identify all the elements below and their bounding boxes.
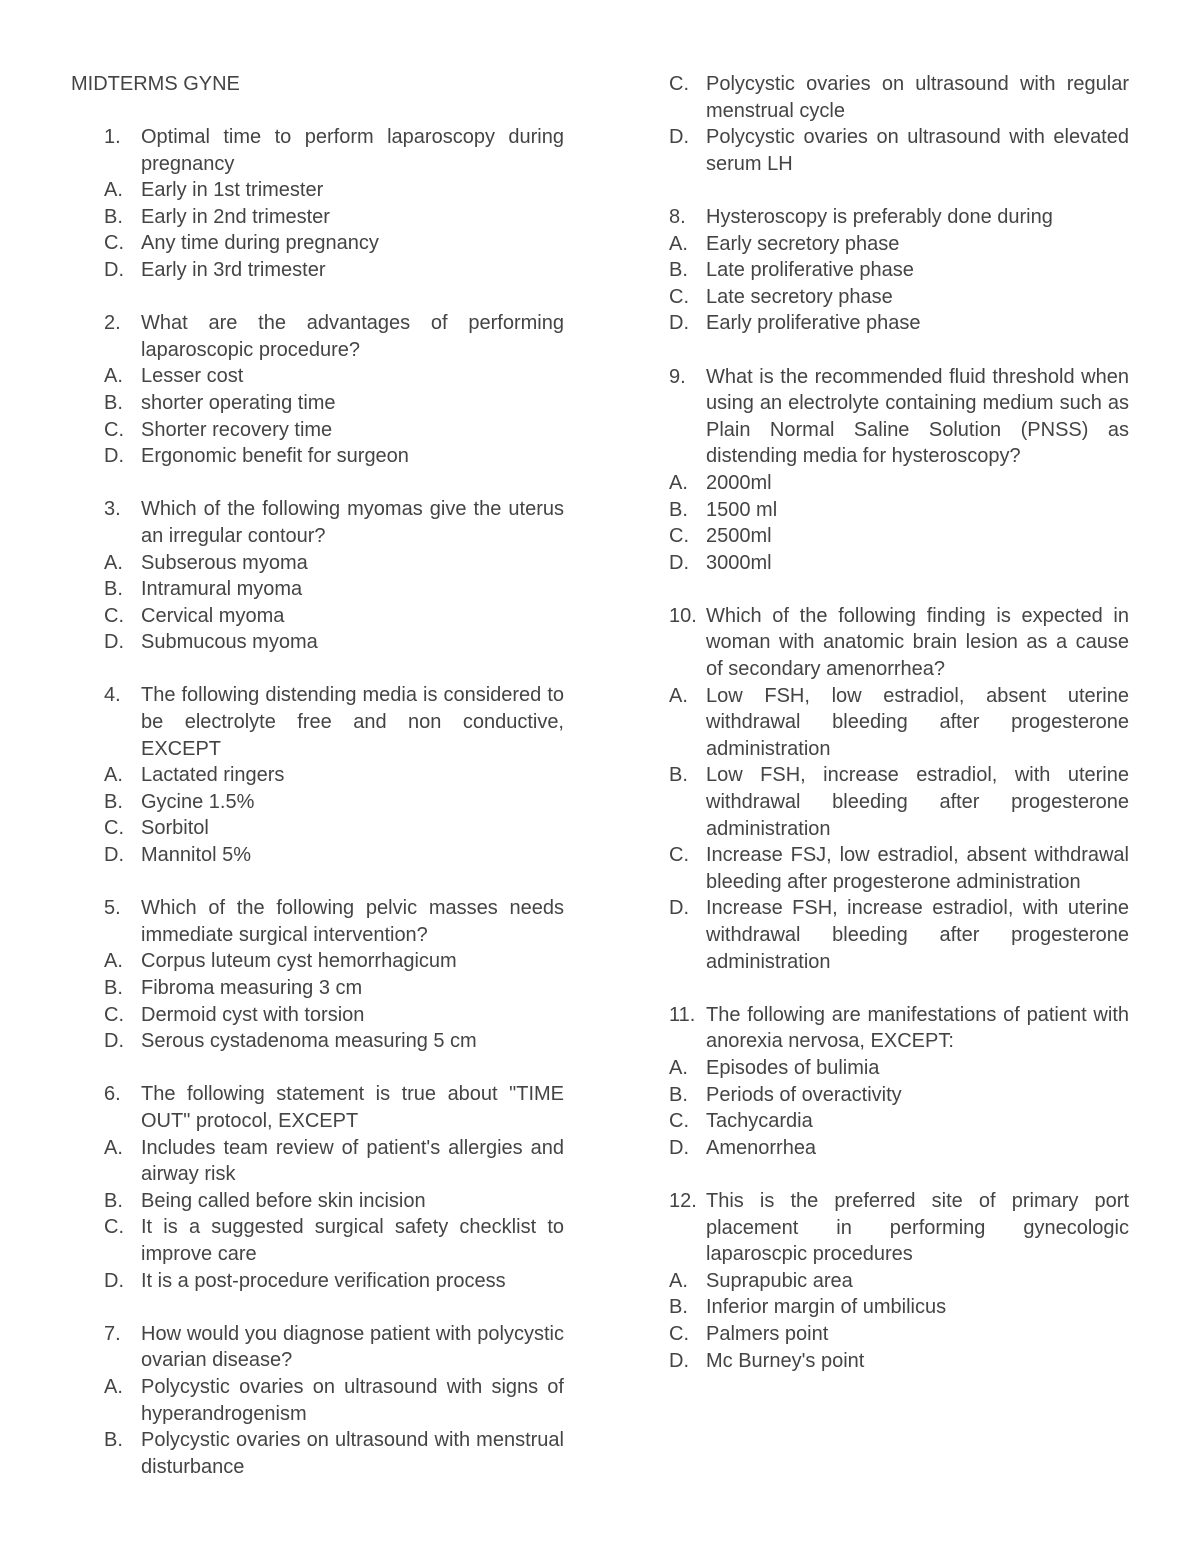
option-letter: A. [104, 365, 123, 388]
question-stem [669, 1002, 1129, 1055]
question-block [669, 71, 1129, 177]
option-text: Submucous myoma [141, 631, 318, 654]
option-text: Fibroma measuring 3 cm [141, 977, 363, 999]
answer-option [104, 629, 564, 656]
answer-option [669, 1294, 1129, 1321]
option-letter: B. [104, 790, 123, 813]
question-number: 12. [669, 1189, 697, 1212]
option-letter: B. [669, 764, 688, 787]
question-text: Hysteroscopy is preferably done during [706, 205, 1053, 228]
question-text: Which of the following pelvic masses needs immediate surgical intervention? [141, 897, 564, 946]
document-title: MIDTERMS GYNE [71, 73, 240, 95]
option-text: Low FSH, low estradiol, absent uterine withdrawal bleeding after progesterone administration [706, 684, 1129, 760]
option-letter: D. [104, 844, 124, 867]
option-text: Low FSH, increase estradiol, with uterine withdrawal bleeding after progesterone administration [706, 764, 1129, 840]
option-text: Increase FSH, increase estradiol, with uterine withdrawal bleeding after progesterone administration [706, 897, 1129, 973]
option-text: Early in 3rd trimester [141, 258, 326, 281]
option-letter: A. [669, 684, 688, 707]
answer-option [669, 1055, 1129, 1082]
left-column [104, 124, 564, 1480]
option-letter: A. [669, 471, 688, 494]
question-number: 10. [669, 604, 697, 627]
option-letter: D. [669, 897, 689, 920]
option-letter: B. [104, 578, 123, 601]
question-text: This is the preferred site of primary port placement in performing gynecologic laparoscpic procedures [706, 1189, 1129, 1266]
option-text: 3000ml [706, 551, 772, 574]
option-text: Amenorrhea [706, 1136, 817, 1159]
question-text: Which of the following finding is expected in woman with anatomic brain lesion as a cause of secondary amenorrhea? [706, 604, 1129, 681]
question-stem [669, 603, 1129, 683]
option-text: Tachycardia [706, 1110, 813, 1133]
question-number: 7. [104, 1322, 121, 1345]
question-block [104, 1081, 564, 1294]
option-text: Lactated ringers [141, 764, 285, 787]
question-stem [104, 310, 564, 363]
option-text: Any time during pregnancy [141, 232, 379, 255]
option-letter: D. [669, 312, 689, 335]
question-stem [104, 124, 564, 177]
option-letter: C. [669, 1322, 689, 1345]
question-block [104, 1321, 564, 1481]
answer-option [104, 1028, 564, 1055]
answer-option [104, 443, 564, 470]
option-text: Late secretory phase [706, 285, 893, 308]
answer-option [669, 124, 1129, 177]
option-letter: C. [104, 817, 124, 840]
question-text: Optimal time to perform laparoscopy during pregnancy [141, 126, 564, 175]
answer-option [104, 975, 564, 1002]
question-stem [104, 496, 564, 549]
option-letter: D. [104, 258, 124, 281]
option-letter: A. [669, 1269, 688, 1292]
question-block [104, 895, 564, 1055]
question-number: 5. [104, 897, 121, 920]
option-letter: B. [669, 259, 688, 282]
option-text: Inferior margin of umbilicus [706, 1296, 947, 1319]
question-block [104, 496, 564, 656]
question-number: 11. [669, 1003, 696, 1026]
option-text: 2000ml [706, 471, 772, 494]
question-text: What is the recommended fluid threshold when using an electrolyte containing medium such as Plain Normal Saline Solution (PNSS) as distending media for hysteroscopy? [706, 365, 1129, 468]
option-letter: C. [104, 604, 124, 627]
question-text: Which of the following myomas give the uterus an irregular contour? [141, 498, 564, 547]
question-block [669, 1188, 1129, 1374]
answer-option [104, 1427, 564, 1480]
option-text: Subserous myoma [141, 551, 308, 574]
option-text: Early in 2nd trimester [141, 205, 330, 228]
answer-option [669, 1348, 1129, 1375]
answer-option [104, 1214, 564, 1267]
option-text: Corpus luteum cyst hemorrhagicum [141, 950, 457, 973]
option-letter: B. [669, 1083, 688, 1106]
option-letter: D. [669, 126, 689, 149]
question-text: The following distending media is considered to be electrolyte free and non conductive, EXCEPT [141, 684, 564, 760]
question-block [669, 364, 1129, 577]
question-stem [104, 682, 564, 762]
option-text: Mc Burney's point [706, 1349, 865, 1372]
option-letter: B. [669, 498, 688, 521]
answer-option [104, 1135, 564, 1188]
option-text: Polycystic ovaries on ultrasound with menstrual disturbance [141, 1429, 564, 1478]
option-text: Dermoid cyst with torsion [141, 1003, 365, 1026]
option-text: Gycine 1.5% [141, 790, 255, 813]
option-letter: B. [104, 1189, 123, 1212]
answer-option [669, 762, 1129, 842]
question-number: 2. [104, 312, 121, 335]
answer-option [669, 310, 1129, 337]
option-text: Serous cystadenoma measuring 5 cm [141, 1030, 477, 1053]
answer-option [104, 815, 564, 842]
option-text: shorter operating time [141, 391, 336, 414]
question-block [104, 682, 564, 868]
option-text: It is a suggested surgical safety checklist to improve care [141, 1216, 564, 1265]
option-letter: A. [104, 1375, 123, 1398]
option-letter: D. [669, 551, 689, 574]
answer-option [669, 1082, 1129, 1109]
option-letter: A. [669, 1056, 688, 1079]
option-letter: D. [104, 445, 124, 468]
answer-option [104, 1268, 564, 1295]
option-text: Palmers point [706, 1322, 829, 1345]
question-stem [669, 1188, 1129, 1268]
answer-option [669, 231, 1129, 258]
answer-option [669, 1268, 1129, 1295]
answer-option [104, 363, 564, 390]
option-letter: B. [104, 977, 123, 999]
answer-option [104, 1188, 564, 1215]
option-letter: A. [104, 764, 123, 787]
option-letter: C. [104, 418, 124, 441]
option-text: Sorbitol [141, 817, 209, 840]
option-letter: C. [669, 285, 689, 308]
option-letter: C. [104, 1216, 124, 1239]
answer-option [104, 390, 564, 417]
option-letter: A. [669, 232, 688, 255]
question-text: How would you diagnose patient with polycystic ovarian disease? [141, 1322, 564, 1372]
answer-option [669, 1108, 1129, 1135]
answer-option [669, 71, 1129, 124]
answer-option [104, 417, 564, 444]
answer-option [669, 842, 1129, 895]
answer-option [104, 789, 564, 816]
question-stem [669, 204, 1129, 231]
option-text: It is a post-procedure verification process [141, 1269, 506, 1292]
option-text: Shorter recovery time [141, 418, 333, 441]
answer-option [104, 550, 564, 577]
option-text: Intramural myoma [141, 578, 303, 601]
answer-option [104, 842, 564, 869]
answer-option [669, 683, 1129, 763]
option-text: Increase FSJ, low estradiol, absent withdrawal bleeding after progesterone administration [706, 844, 1129, 893]
question-stem [669, 364, 1129, 470]
answer-option [104, 177, 564, 204]
option-letter: C. [669, 1110, 689, 1133]
answer-option [669, 1135, 1129, 1162]
option-text: Mannitol 5% [141, 844, 252, 867]
option-text: Early proliferative phase [706, 312, 921, 335]
answer-option [669, 895, 1129, 975]
question-block [104, 124, 564, 284]
question-text: What are the advantages of performing laparoscopic procedure? [141, 312, 564, 361]
question-number: 8. [669, 205, 686, 228]
question-block [104, 310, 564, 470]
answer-option [669, 257, 1129, 284]
option-text: Lesser cost [141, 365, 244, 388]
answer-option [104, 204, 564, 231]
question-block [669, 1002, 1129, 1162]
question-number: 6. [104, 1083, 121, 1106]
question-block [669, 603, 1129, 975]
answer-option [104, 576, 564, 603]
option-text: Periods of overactivity [706, 1083, 902, 1106]
answer-option [104, 257, 564, 284]
question-stem [104, 1081, 564, 1134]
option-letter: D. [104, 1269, 124, 1292]
option-text: Polycystic ovaries on ultrasound with regular menstrual cycle [706, 73, 1129, 122]
answer-option [669, 523, 1129, 550]
answer-option [104, 1374, 564, 1427]
option-letter: A. [104, 179, 123, 202]
option-text: Ergonomic benefit for surgeon [141, 445, 409, 468]
answer-option [669, 470, 1129, 497]
option-letter: C. [669, 73, 689, 95]
question-text: The following statement is true about "TIME OUT" protocol, EXCEPT [141, 1083, 564, 1132]
option-text: Polycystic ovaries on ultrasound with signs of hyperandrogenism [141, 1375, 564, 1425]
answer-option [669, 550, 1129, 577]
option-letter: A. [104, 950, 123, 973]
question-block [669, 204, 1129, 337]
option-text: Episodes of bulimia [706, 1056, 880, 1079]
question-number: 3. [104, 498, 121, 521]
question-text: The following are manifestations of patient with anorexia nervosa, EXCEPT: [706, 1003, 1129, 1053]
answer-option [104, 603, 564, 630]
option-text: Suprapubic area [706, 1269, 853, 1292]
option-letter: A. [104, 1136, 123, 1159]
option-letter: A. [104, 551, 123, 574]
option-text: Late proliferative phase [706, 259, 914, 282]
option-text: Polycystic ovaries on ultrasound with elevated serum LH [706, 126, 1129, 175]
option-letter: D. [104, 631, 124, 654]
option-text: Includes team review of patient's allergies and airway risk [141, 1136, 564, 1186]
question-stem [104, 895, 564, 948]
question-number: 9. [669, 365, 686, 388]
option-letter: B. [669, 1296, 688, 1319]
answer-option [104, 762, 564, 789]
option-text: Early in 1st trimester [141, 179, 324, 202]
option-text: Being called before skin incision [141, 1189, 426, 1212]
option-text: Cervical myoma [141, 604, 285, 627]
option-letter: B. [104, 1429, 123, 1452]
option-letter: C. [669, 525, 689, 548]
question-number: 4. [104, 684, 121, 707]
answer-option [669, 497, 1129, 524]
question-stem [104, 1321, 564, 1374]
option-text: 1500 ml [706, 498, 778, 521]
option-letter: B. [104, 205, 123, 228]
answer-option [104, 230, 564, 257]
answer-option [104, 1002, 564, 1029]
answer-option [669, 1321, 1129, 1348]
option-letter: D. [669, 1349, 689, 1372]
option-letter: C. [104, 1003, 124, 1026]
answer-option [104, 948, 564, 975]
option-letter: B. [104, 391, 123, 414]
option-text: Early secretory phase [706, 232, 900, 255]
answer-option [669, 284, 1129, 311]
option-letter: C. [669, 844, 689, 867]
option-letter: C. [104, 232, 124, 255]
option-text: 2500ml [706, 525, 772, 548]
right-column [669, 71, 1129, 1374]
question-number: 1. [104, 126, 121, 148]
option-letter: D. [669, 1136, 689, 1159]
option-letter: D. [104, 1030, 124, 1053]
